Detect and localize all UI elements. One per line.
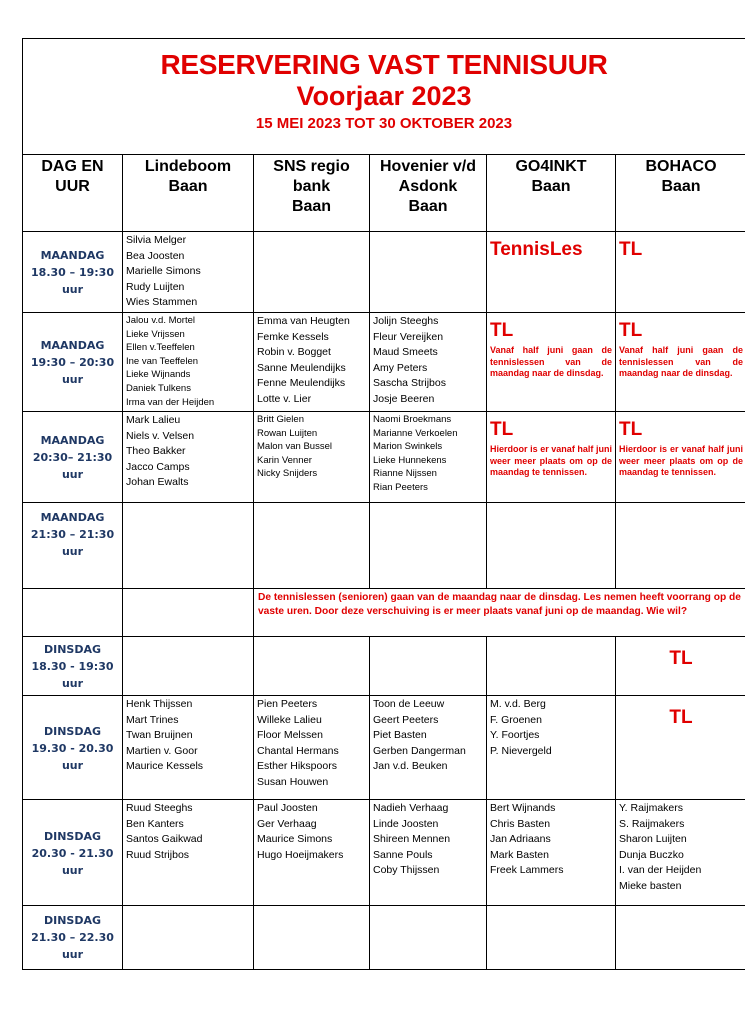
text-line: Baan — [408, 198, 448, 215]
empty-cell — [370, 637, 487, 696]
tl-note-cell — [487, 412, 616, 503]
text-line: DINSDAG — [43, 914, 102, 927]
text-line: Chantal Hermans — [257, 744, 339, 757]
table-row — [23, 313, 745, 412]
text-line: Robin v. Bogget — [257, 346, 331, 359]
text-line: Ger Verhaag — [257, 817, 317, 830]
table-row — [23, 906, 745, 970]
text-line: Dunja Buczko — [619, 848, 684, 861]
empty-cell — [254, 906, 370, 970]
text-line: I. van der Heijden — [619, 864, 702, 877]
text-line: DINSDAG — [43, 724, 102, 738]
text-line: Theo Bakker — [126, 445, 186, 458]
text-line: 20:30– 21:30 — [32, 451, 113, 464]
text-line: Willeke Lalieu — [257, 713, 322, 726]
text-line: Gerben Dangerman — [373, 744, 466, 757]
names-cell — [370, 412, 487, 503]
text-line: uur — [61, 545, 84, 558]
empty-cell — [487, 637, 616, 696]
text-line: Hovenier v/d — [379, 158, 477, 175]
names-cell — [370, 696, 487, 800]
text-line: Pien Peeters — [257, 698, 318, 710]
day-cell — [23, 800, 123, 906]
text-line: Silvia Melger — [126, 234, 187, 246]
names-cell — [370, 800, 487, 906]
text-line: Chris Basten — [490, 817, 551, 830]
text-line: Geert Peeters — [373, 713, 439, 726]
text-line: MAANDAG — [40, 339, 105, 352]
day-cell — [23, 906, 123, 970]
text-line: Floor Melssen — [257, 729, 323, 742]
text-line: Ruud Steeghs — [126, 802, 193, 814]
period-subtitle: 15 MEI 2023 TOT 30 OKTOBER 2023 — [255, 115, 513, 132]
text-line: Bert Wijnands — [490, 802, 556, 814]
empty-cell — [254, 637, 370, 696]
text-line: Jolijn Steeghs — [373, 315, 439, 327]
text-line: uur — [61, 468, 84, 481]
day-cell — [23, 637, 123, 696]
names-cell — [616, 800, 745, 906]
text-line: 18.30 - 19:30 — [31, 660, 114, 673]
text-line: Karin Venner — [257, 454, 312, 466]
text-line: P. Nievergeld — [490, 744, 552, 757]
col-header-lindeboom — [123, 155, 254, 232]
empty-cell — [254, 503, 370, 589]
text-line: Lieke Vrijssen — [126, 328, 185, 340]
table-row — [23, 412, 745, 503]
text-line: Mark Lalieu — [126, 414, 181, 426]
text-line: Lieke Hunnekens — [373, 454, 447, 466]
text-line: 21.30 – 22.30 — [31, 931, 114, 944]
text-line: Baan — [168, 178, 208, 195]
text-line: Sanne Meulendijks — [257, 361, 346, 374]
text-line: Freek Lammers — [490, 864, 564, 877]
text-line: Y. Foortjes — [490, 729, 540, 742]
text-line: uur — [61, 758, 84, 772]
text-line: Nicky Snijders — [257, 468, 318, 480]
text-line: F. Groenen — [490, 713, 542, 726]
text-line: Rowan Luijten — [257, 427, 318, 439]
text-line: uur — [61, 677, 84, 690]
col-header-sns — [254, 155, 370, 232]
text-line: Fleur Vereijken — [373, 330, 444, 343]
tennisles-cell: TennisLes — [487, 232, 616, 313]
text-line: Mieke basten — [619, 879, 682, 892]
text-line: Lieke Wijnands — [126, 369, 191, 381]
tl-cell: TL — [616, 637, 745, 696]
text-line: Henk Thijssen — [126, 698, 193, 710]
text-line: Fenne Meulendijks — [257, 377, 346, 390]
table-row — [23, 503, 745, 589]
day-cell — [23, 412, 123, 503]
text-line: Jalou v.d. Mortel — [126, 315, 195, 326]
text-line: Paul Joosten — [257, 802, 318, 814]
text-line: Jan Adriaans — [490, 833, 551, 846]
text-line: S. Raijmakers — [619, 817, 685, 830]
text-line: uur — [61, 373, 84, 386]
table-row — [23, 800, 745, 906]
names-cell — [487, 696, 616, 800]
tl-note: Vanaf half juni gaan de tennislessen van de maandag naar de dinsdag. — [619, 345, 743, 378]
text-line: Ruud Strijbos — [126, 848, 190, 861]
names-cell — [123, 232, 254, 313]
empty-cell — [123, 637, 254, 696]
day-cell — [23, 313, 123, 412]
text-line: Ine van Teeffelen — [126, 355, 199, 367]
empty-cell — [616, 906, 745, 970]
text-line: DINSDAG — [43, 643, 102, 656]
tl-cell: TL — [616, 232, 745, 313]
text-line: Twan Bruijnen — [126, 729, 193, 742]
announcement-row — [23, 589, 745, 637]
text-line: uur — [61, 283, 84, 296]
text-line: Maud Smeets — [373, 346, 438, 359]
text-line: Marielle Simons — [126, 265, 201, 278]
names-cell — [254, 800, 370, 906]
text-line: DAG EN — [41, 158, 104, 175]
announcement-text: De tennislessen (senioren) gaan van de maandag naar de dinsdag. Les nemen heeft voorrang op de vaste uren. Door deze verschuiving is er meer plaats vanaf juni op de maandag. Wie wil? — [254, 589, 745, 637]
text-line: Maurice Kessels — [126, 760, 204, 773]
tl-label: TL — [619, 320, 643, 341]
text-line: Shireen Mennen — [373, 833, 451, 846]
text-line: M. v.d. Berg — [490, 698, 546, 710]
empty-cell — [487, 503, 616, 589]
text-line: bank — [292, 178, 331, 195]
text-line: Nadieh Verhaag — [373, 802, 449, 814]
names-cell — [123, 800, 254, 906]
names-cell — [487, 800, 616, 906]
text-line: Lindeboom — [144, 158, 232, 175]
tl-note: Vanaf half juni gaan de tennislessen van de maandag naar de dinsdag. — [490, 345, 612, 378]
text-line: Rian Peeters — [373, 481, 428, 493]
text-line: Jan v.d. Beuken — [373, 760, 448, 773]
text-line: DINSDAG — [43, 829, 102, 843]
text-line: Toon de Leeuw — [373, 698, 445, 710]
text-line: Sharon Luijten — [619, 833, 687, 846]
text-line: GO4INKT — [515, 158, 587, 175]
text-line: MAANDAG — [40, 511, 105, 524]
text-line: Naomi Broekmans — [373, 414, 452, 425]
table-row — [23, 696, 745, 800]
text-line: Y. Raijmakers — [619, 802, 683, 814]
table-row — [23, 637, 745, 696]
empty-cell — [123, 589, 254, 637]
text-line: uur — [61, 948, 84, 961]
empty-cell — [370, 232, 487, 313]
text-line: Piet Basten — [373, 729, 427, 742]
empty-cell — [370, 503, 487, 589]
text-line: Ben Kanters — [126, 817, 184, 830]
text-line: Coby Thijssen — [373, 864, 440, 877]
col-header-hovenier — [370, 155, 487, 232]
text-line: Josje Beeren — [373, 392, 435, 405]
text-line: Irma van der Heijden — [126, 396, 215, 408]
empty-cell — [487, 906, 616, 970]
text-line: Baan — [291, 198, 332, 215]
text-line: Malon van Bussel — [257, 441, 332, 453]
text-line: Mark Basten — [490, 848, 549, 861]
text-line: Amy Peters — [373, 361, 428, 374]
tl-note: Hierdoor is er vanaf half juni weer meer plaats om op de maandag te tennissen. — [490, 444, 612, 477]
text-line: Rianne Nijssen — [373, 468, 437, 480]
text-line: SNS regio — [273, 158, 350, 175]
empty-cell — [23, 589, 123, 637]
text-line: Emma van Heugten — [257, 315, 350, 327]
tl-note-cell — [487, 313, 616, 412]
text-line: UUR — [55, 178, 90, 195]
tl-note-cell — [616, 313, 745, 412]
text-line: Mart Trines — [126, 713, 179, 726]
empty-cell — [616, 503, 745, 589]
empty-cell — [370, 906, 487, 970]
document-header — [22, 38, 745, 154]
text-line: Jacco Camps — [126, 460, 190, 473]
tl-label: TL — [619, 419, 643, 440]
names-cell — [254, 313, 370, 412]
text-line: Esther Hikspoors — [257, 760, 337, 773]
text-line: Daniek Tulkens — [126, 382, 191, 394]
text-line: Bea Joosten — [126, 249, 185, 262]
text-line: Santos Gaikwad — [126, 833, 203, 846]
names-cell — [123, 412, 254, 503]
col-header-bohaco — [616, 155, 745, 232]
tl-note: Hierdoor is er vanaf half juni weer meer plaats om op de maandag te tennissen. — [619, 444, 743, 477]
text-line: Maurice Simons — [257, 833, 333, 846]
text-line: Britt Gielen — [257, 414, 304, 425]
text-line: 21:30 – 21:30 — [30, 528, 115, 541]
names-cell — [370, 313, 487, 412]
text-line: Sanne Pouls — [373, 848, 433, 861]
text-line: BOHACO — [645, 158, 717, 175]
names-cell — [123, 696, 254, 800]
text-line: Niels v. Velsen — [126, 429, 195, 442]
text-line: Lotte v. Lier — [257, 392, 312, 405]
text-line: 20.30 - 21.30 — [31, 846, 114, 860]
text-line: Wies Stammen — [126, 296, 198, 309]
text-line: Baan — [661, 178, 701, 195]
table-header-row — [23, 155, 745, 232]
text-line: Sascha Strijbos — [373, 377, 446, 390]
empty-cell — [254, 232, 370, 313]
text-line: 19.30 - 20.30 — [31, 741, 114, 755]
text-line: Hugo Hoeijmakers — [257, 848, 344, 861]
text-line: Baan — [531, 178, 571, 195]
season-title: Voorjaar 2023 — [296, 81, 472, 111]
schedule-table — [22, 154, 745, 970]
tl-cell: TL — [616, 696, 745, 800]
text-line: Martien v. Goor — [126, 744, 198, 757]
day-cell — [23, 696, 123, 800]
text-line: Rudy Luijten — [126, 280, 185, 293]
col-header-go4inkt — [487, 155, 616, 232]
text-line: Linde Joosten — [373, 817, 439, 830]
text-line: 19:30 – 20:30 — [30, 356, 115, 369]
empty-cell — [123, 906, 254, 970]
names-cell — [123, 313, 254, 412]
col-header-day — [23, 155, 123, 232]
text-line: Susan Houwen — [257, 775, 329, 788]
text-line: Asdonk — [398, 178, 458, 195]
text-line: uur — [61, 863, 84, 877]
tl-label: TL — [490, 419, 514, 440]
day-cell — [23, 503, 123, 589]
text-line: MAANDAG — [40, 434, 105, 447]
names-cell — [254, 696, 370, 800]
text-line: Marion Swinkels — [373, 441, 443, 453]
empty-cell — [123, 503, 254, 589]
tl-label: TL — [490, 320, 514, 341]
document-title: RESERVERING VAST TENNISUUR — [160, 49, 608, 80]
names-cell — [254, 412, 370, 503]
tl-note-cell — [616, 412, 745, 503]
day-cell — [23, 232, 123, 313]
text-line: Johan Ewalts — [126, 476, 189, 489]
reservation-document — [22, 38, 745, 970]
table-row — [23, 232, 745, 313]
text-line: 18.30 – 19:30 — [31, 266, 114, 279]
text-line: Ellen v.Teeffelen — [126, 342, 195, 354]
text-line: MAANDAG — [40, 249, 105, 262]
text-line: Marianne Verkoelen — [373, 427, 458, 439]
text-line: Femke Kessels — [257, 330, 329, 343]
